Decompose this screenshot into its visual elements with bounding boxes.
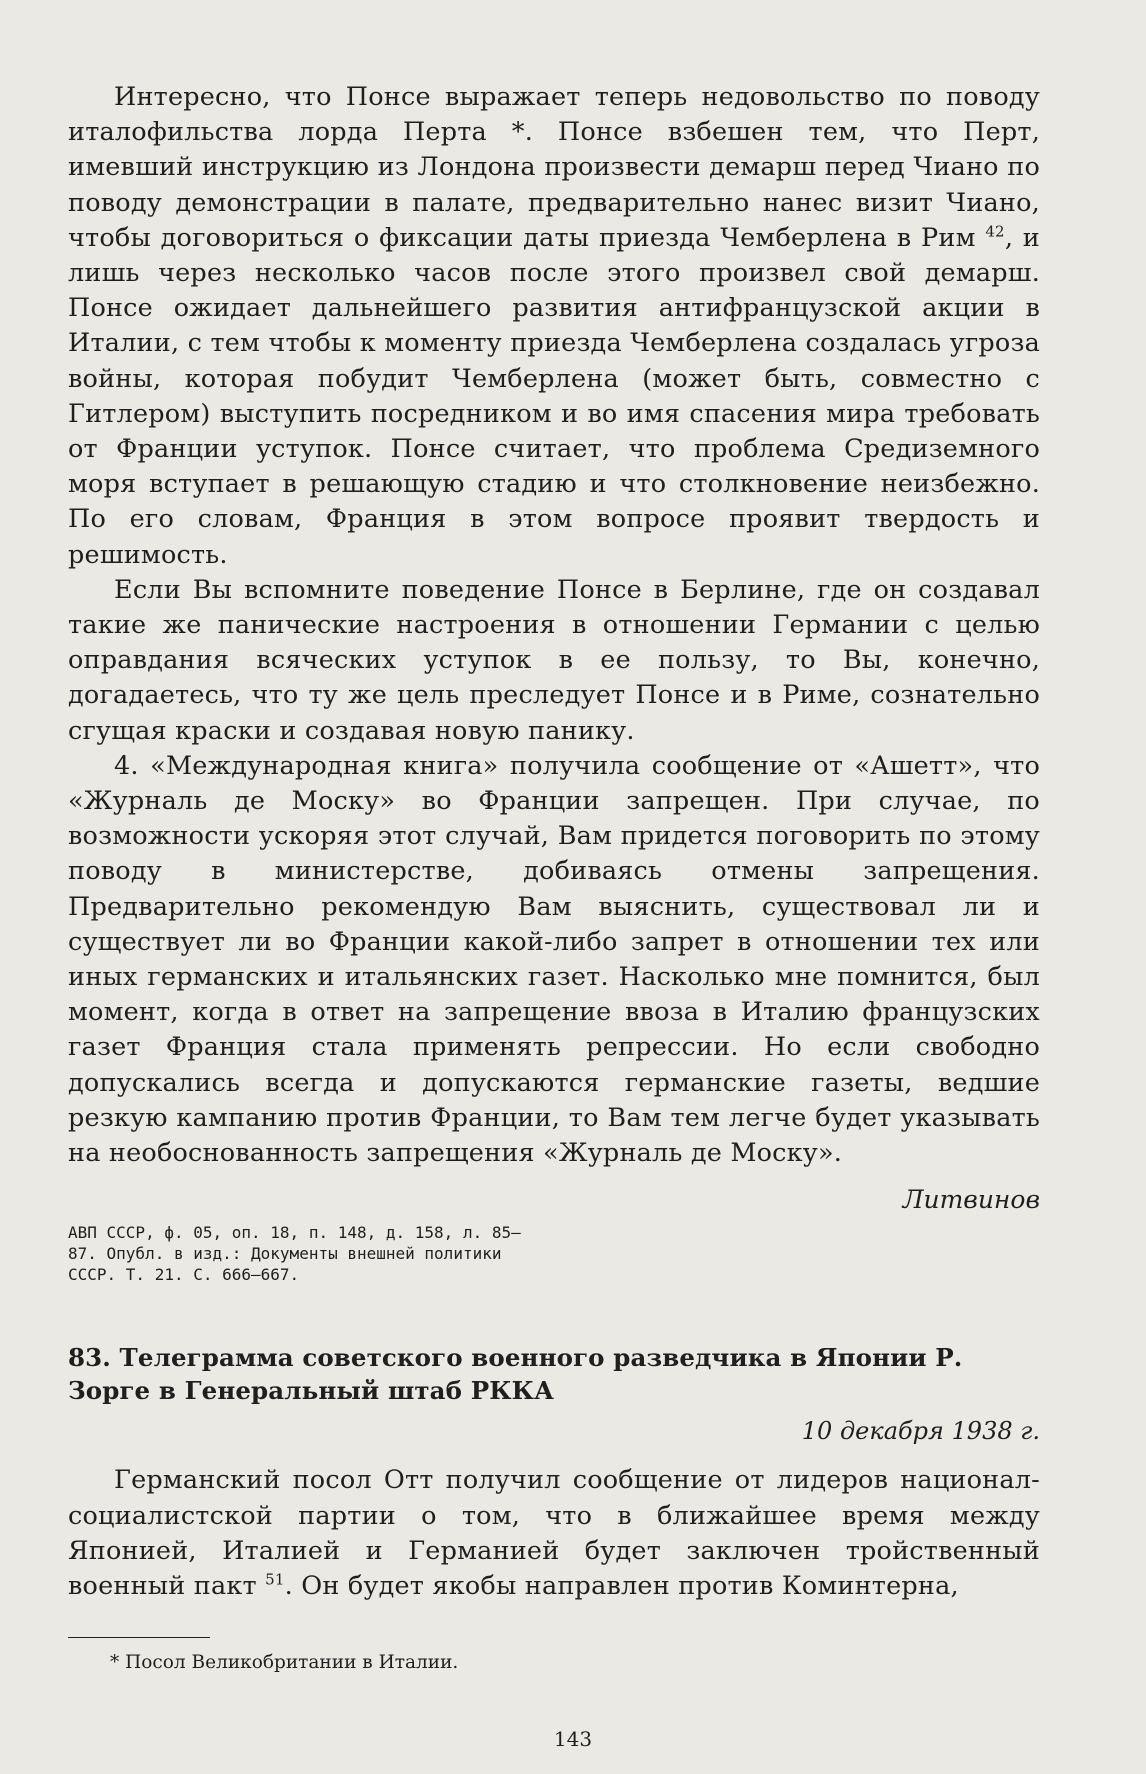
footnote: * Посол Великобритании в Италии. bbox=[110, 1652, 459, 1673]
main-text-column bbox=[68, 80, 1040, 1604]
paragraph-journal-de-moscou: 4. «Международная книга» получила сообщение от «Ашетт», что «Журналь де Моску» во Франции запрещен. При случае, по возможности ускоряя этот случай, Вам придется поговорить по этому поводу в министерстве, добиваясь отмены запрещения. Предварительно рекомендую Вам выяснить, существовал ли и существует ли во Франции какой-либо запрет в отношении тех или иных германских и итальянских газет. Насколько мне помнится, был момент, когда в ответ на запрещение ввоза в Италию французских газет Франция стала применять репрессии. Но если свободно допускались всегда и допускаются германские газеты, ведшие резкую кампанию против Франции, то Вам тем легче будет указывать на необоснованность запрещения «Журналь де Моску». bbox=[68, 750, 1040, 1169]
archive-reference: АВП СССР, ф. 05, оп. 18, п. 148, д. 158, л. 85—87. Опубл. в изд.: Документы внешней политики СССР. Т. 21. С. 666—667. bbox=[68, 1223, 521, 1285]
page-number: 143 bbox=[553, 1727, 593, 1751]
endnote-ref-51: 51 bbox=[265, 1570, 285, 1589]
paragraph-1-text-b: , и лишь через несколько часов после этого произвел свой демарш. Понсе ожидает дальнейшего развития антифранцузской акции в Италии, с тем чтобы к моменту приезда Чемберлена создалась угроза войны, которая побудит Чемберлена (может быть, совместно с Гитлером) выступить посредником и во имя спасения мира требовать от Франции уступок. Понсе считает, что проблема Средиземного моря вступает в решающую стадию и что столкновение неизбежно. По его словам, Франция в этом вопросе проявит твердость и решимость. bbox=[68, 222, 1040, 570]
paragraph-ott-pact bbox=[68, 1463, 1040, 1604]
document-heading: 83. Телеграмма советского военного разведчика в Японии Р. Зорге в Генеральный штаб РККА bbox=[68, 1343, 963, 1406]
paragraph-4-text-b: . Он будет якобы направлен против Коминтерна, bbox=[284, 1570, 959, 1601]
footnote-divider bbox=[68, 1637, 210, 1638]
signature-litvinov: Литвинов bbox=[902, 1185, 1040, 1215]
paragraph-4-text-a: Германский посол Отт получил сообщение от лидеров национал-социалистской партии о том, что в ближайшее время между Японией, Италией и Германией будет заключен тройственный военный пакт bbox=[68, 1465, 1040, 1601]
endnote-ref-42: 42 bbox=[985, 222, 1005, 241]
paragraph-ponce-perth bbox=[68, 80, 1040, 573]
paragraph-berlin: Если Вы вспомните поведение Понсе в Берлине, где он создавал такие же панические настроения в отношении Германии с целью оправдания всяческих уступок в ее пользу, то Вы, конечно, догадаетесь, что ту же цель преследует Понсе и в Риме, сознательно сгущая краски и создавая новую панику. bbox=[68, 574, 1040, 746]
document-date: 10 декабря 1938 г. bbox=[801, 1417, 1040, 1446]
paragraph-1-text-a: Интересно, что Понсе выражает теперь недовольство по поводу италофильства лорда Перта *. Понсе взбешен тем, что Перт, имевший инструкцию из Лондона произвести демарш перед Чиано по поводу демонстрации в палате, предварительно нанес визит Чиано, чтобы договориться о фиксации даты приезда Чемберлена в Рим bbox=[68, 82, 1040, 253]
